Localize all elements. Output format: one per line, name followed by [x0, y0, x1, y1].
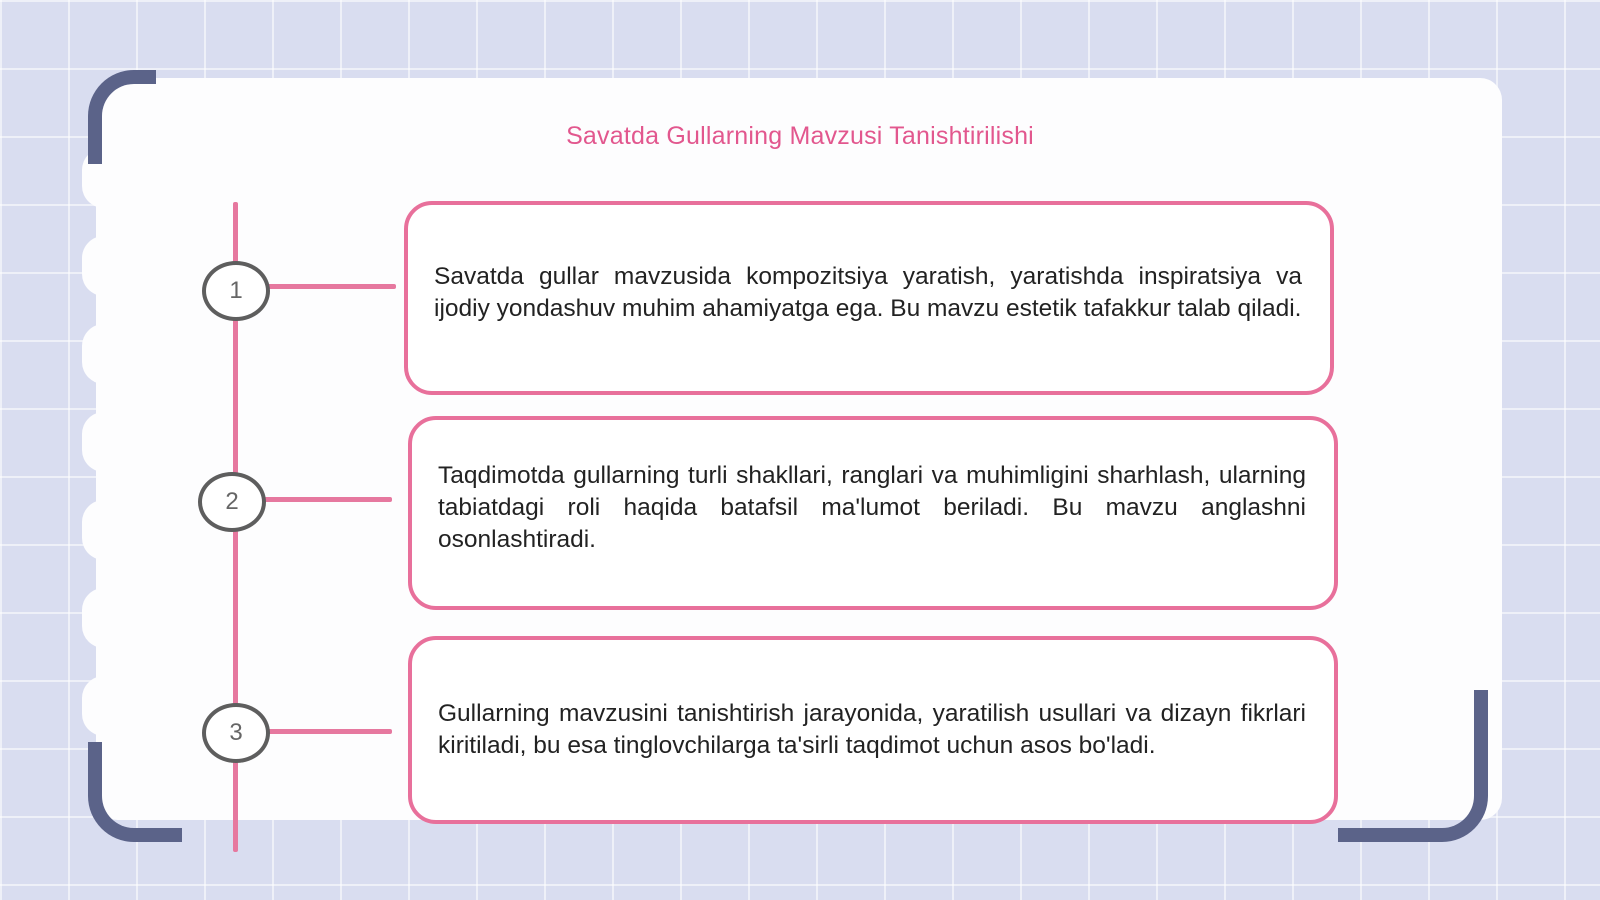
timeline-connector — [266, 729, 392, 734]
step-text-box — [408, 416, 1338, 610]
step-number-badge: 2 — [198, 472, 266, 532]
step-number-badge: 3 — [202, 703, 270, 763]
frame-corner-bottom-right — [1338, 690, 1488, 842]
step-text-box — [408, 636, 1338, 824]
card-scallop — [82, 412, 126, 472]
timeline-connector — [266, 284, 396, 289]
card-scallop — [82, 676, 126, 736]
step-description: Savatda gullar mavzusida kompozitsiya yaratish, yaratishda inspiratsiya va ijodiy yondashuv muhim ahamiyatga ega. Bu mavzu estetik tafakkur talab qiladi. — [434, 263, 1302, 322]
frame-corner-top-left — [88, 70, 156, 164]
card-scallop — [82, 324, 126, 384]
slide-title: Savatda Gullarning Mavzusi Tanishtirilishi — [566, 122, 1034, 150]
card-scallop — [82, 236, 126, 296]
card-scallop — [82, 588, 126, 648]
frame-corner-bottom-left — [88, 742, 182, 842]
step-text-box — [404, 201, 1334, 395]
step-description: Taqdimotda gullarning turli shakllari, ranglari va muhimligini sharhlash, ularning tabiatdagi roli haqida batafsil ma'lumot beriladi. Bu mavzu anglashni osonlashtiradi. — [438, 462, 1306, 553]
step-number-badge: 1 — [202, 261, 270, 321]
timeline-connector — [262, 497, 392, 502]
card-scallop — [82, 500, 126, 560]
step-description: Gullarning mavzusini tanishtirish jarayonida, yaratilish usullari va dizayn fikrlari kiritiladi, bu esa tinglovchilarga ta'sirli taqdimot uchun asos bo'ladi. — [438, 700, 1306, 759]
